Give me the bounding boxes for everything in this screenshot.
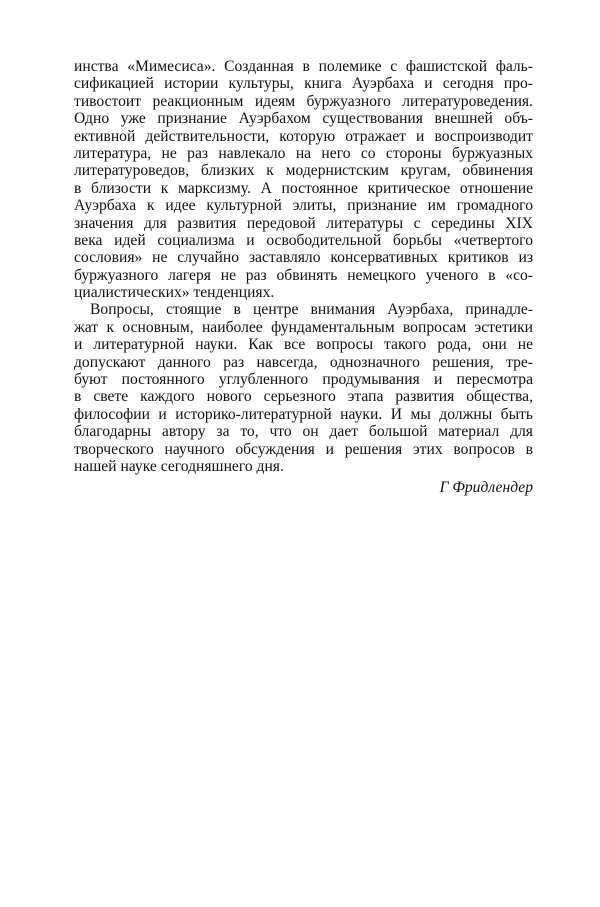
text-line: сификацией истории культуры, книга Ауэрбаха и сегодня про- [74, 75, 533, 93]
text-line: тивостоит реакционным идеям буржуазного литературоведения. [74, 92, 533, 110]
signature-block [74, 479, 533, 501]
text-line: литература, не раз навлекало на него со стороны буржуазных [74, 144, 533, 162]
text-line: творческого научного обсуждения и решения этих вопросов в [74, 440, 533, 458]
text-line: жат к основным, наиболее фундаментальным вопросам эстетики [74, 318, 533, 336]
text-line: ективной действительности, которую отражает и воспроизводит [74, 127, 533, 145]
text-line: философии и историко-литературной науки. И мы должны быть [74, 405, 533, 423]
paragraph-1 [74, 58, 533, 301]
text-line: и литературной науки. Как все вопросы такого рода, они не [74, 336, 533, 354]
text-line: Ауэрбаха к идее культурной элиты, признание им громадного [74, 197, 533, 215]
text-line: инства «Мимесиса». Созданная в полемике с фашистской фаль- [74, 58, 533, 75]
text-line: буржуазного лагеря не раз обвинять немецкого ученого в «со- [74, 266, 533, 284]
text-line: в близости к марксизму. А постоянное критическое отношение [74, 179, 533, 197]
text-line: благодарны автору за то, что он дает большой материал для [74, 423, 533, 441]
text-line: века идей социализма и освободительной борьбы «четвертого [74, 231, 533, 249]
text-line: Одно уже признание Ауэрбахом существования внешней объ- [74, 110, 533, 128]
page-body [74, 58, 533, 501]
text-line: в свете каждого нового серьезного этапа развития общества, [74, 388, 533, 406]
text-line: Вопросы, стоящие в центре внимания Ауэрбаха, принадле- [90, 301, 533, 319]
author-signature: Г Фридлендер [439, 479, 533, 497]
text-line: сословия» не случайно заставляло консервативных критиков из [74, 249, 533, 267]
text-line: циалистических» тенденциях. [74, 284, 275, 302]
text-line: допускают данного раз навсегда, однозначного решения, тре- [74, 353, 533, 371]
text-line: буют постоянного углубленного продумывания и пересмотра [74, 371, 533, 389]
text-line: значения для развития передовой литературы с середины XIX [74, 214, 533, 232]
paragraph-2 [74, 301, 533, 475]
text-line: нашей науке сегодняшнего дня. [74, 457, 284, 475]
text-line: литературоведов, близких к модернистским кругам, обвинения [74, 162, 533, 180]
